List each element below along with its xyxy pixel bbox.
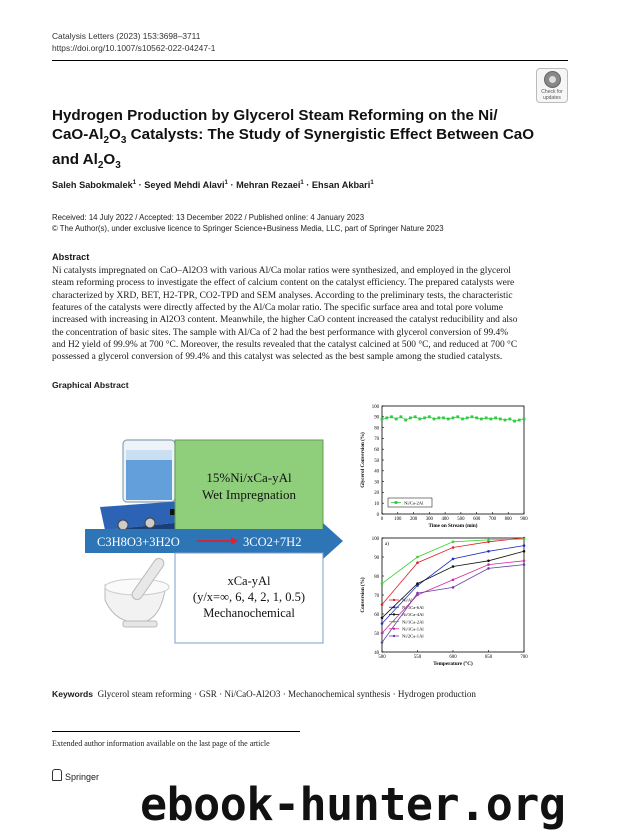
abstract-line: possessed a glycerol conversion of 99.4% and this catalyst was selected as the best sample among the studied catalysts.	[52, 352, 503, 363]
reaction-products: 3CO2+7H2	[243, 535, 302, 549]
series-line	[382, 539, 524, 583]
copyright-line: © The Author(s), under exclusive licence to Springer Science+Business Media, LLC, part of Springer Nature 2023	[52, 224, 444, 233]
x-tick-label: 100	[394, 517, 402, 522]
publisher-mark	[52, 769, 99, 782]
data-point	[504, 419, 507, 422]
abstract-line: steam reforming process to investigate the effect of calcium content on the catalyst efficiency. The prepared catalysts were	[52, 278, 515, 289]
author-affil: 1	[300, 180, 304, 186]
legend-marker	[393, 599, 395, 601]
legend-label: Ni/1Ca-4Al	[402, 612, 424, 618]
data-point	[518, 419, 521, 422]
abstract-line: increased with increasing in Al2O3 content. Meanwhile, the higher CaO content increased the catalyst reducibility and also	[52, 315, 518, 326]
data-point	[390, 415, 393, 418]
mechanochemical-box-line1: xCa-yAl	[227, 574, 271, 588]
x-tick-label: 900	[520, 517, 528, 522]
data-point	[487, 567, 490, 570]
x-tick-label: 600	[449, 655, 457, 660]
y-tick-label: 60	[374, 448, 379, 453]
x-axis-label: Temperature (°C)	[433, 661, 473, 667]
panel-label: a)	[385, 542, 389, 547]
article-metadata	[52, 212, 444, 234]
data-point	[494, 416, 497, 419]
author-affil: 1	[132, 180, 137, 186]
springer-horse-icon	[52, 769, 62, 781]
data-point	[523, 418, 526, 421]
x-tick-label: 800	[504, 517, 512, 522]
legend-label: Ni/2Ca-1Al	[402, 633, 424, 639]
check-for-updates-badge[interactable]	[536, 68, 568, 103]
author-name[interactable]: Seyed Mehdi Alavi	[144, 180, 225, 191]
data-point	[513, 420, 516, 423]
temperature-chart	[352, 530, 534, 672]
title-sub: 2	[103, 135, 110, 147]
impregnation-box-line2: Wet Impregnation	[202, 487, 296, 502]
data-point	[437, 416, 440, 419]
mechanochemical-box-line2: (y/x=∞, 6, 4, 2, 1, 0.5)	[192, 590, 306, 604]
data-point	[416, 561, 419, 564]
data-point	[433, 418, 436, 421]
x-tick-label: 200	[409, 517, 418, 522]
data-point	[442, 416, 445, 419]
data-point	[447, 418, 450, 421]
author-list: Saleh Sabokmalek$^1$ · Seyed Mehdi Alavi$^1$ · Mehran Rezaei$^1$ · Ehsan Akbari$^1$	[52, 180, 374, 191]
y-tick-label: 100	[371, 404, 379, 410]
y-tick-label: 30	[374, 480, 379, 486]
data-point	[381, 622, 384, 625]
legend-label: Ni/1Ca-2Al	[402, 619, 424, 625]
x-tick-label: 500	[457, 517, 465, 522]
data-point	[480, 418, 483, 421]
abstract-body	[52, 265, 569, 364]
data-point	[487, 539, 490, 542]
data-point	[452, 558, 455, 561]
data-point	[452, 546, 455, 549]
data-point	[523, 538, 526, 541]
data-point	[400, 415, 403, 418]
x-tick-label: 500	[378, 655, 386, 660]
data-point	[395, 418, 398, 421]
legend-label: Ni/1Ca-6Al	[402, 604, 424, 610]
data-point	[523, 544, 526, 547]
abstract-heading: Abstract	[52, 252, 90, 262]
data-point	[487, 560, 490, 563]
y-tick-label: 50	[374, 631, 379, 637]
author-name[interactable]: Saleh Sabokmalek	[52, 180, 133, 191]
data-point	[452, 565, 455, 568]
y-tick-label: 70	[374, 437, 379, 443]
x-tick-label: 400	[441, 517, 449, 522]
x-tick-label: 550	[413, 655, 422, 660]
mortar-pestle-icon	[105, 556, 169, 627]
title-part: Hydrogen Production by Glycerol Steam Reforming on the Ni/	[52, 107, 498, 124]
article-title	[52, 106, 552, 175]
abstract-line: Ni catalysts impregnated on CaO–Al2O3 with various Al/Ca molar ratios were synthesized, and employed in the glycerol	[52, 266, 511, 276]
data-point	[423, 416, 426, 419]
journal-citation: Catalysis Letters (2023) 153:3698–3711	[52, 31, 201, 41]
data-point	[466, 416, 469, 419]
publisher-name: Springer	[65, 772, 100, 782]
impregnation-box	[175, 440, 323, 530]
x-axis-label: Time on Stream (min)	[428, 523, 478, 528]
data-point	[452, 416, 455, 419]
abstract-line: features of the catalysts were directly affected by the Al/Ca molar ratio. The specific surface area and total pore volume	[52, 303, 503, 314]
y-axis-label: Conversion (%)	[360, 577, 366, 613]
data-point	[381, 632, 384, 635]
data-point	[381, 418, 384, 421]
y-tick-label: 50	[374, 458, 379, 464]
reaction-reactants: C3H8O3+3H2O	[97, 535, 180, 549]
data-point	[452, 579, 455, 582]
data-point	[452, 586, 455, 589]
stability-chart	[352, 398, 534, 528]
x-tick-label: 0	[380, 517, 384, 522]
data-point	[471, 415, 474, 418]
graphical-abstract-heading: Graphical Abstract	[52, 380, 129, 390]
author-affil: 1	[224, 180, 228, 186]
x-tick-label: 700	[488, 517, 497, 522]
author-name[interactable]: Ehsan Akbari	[311, 180, 371, 191]
title-part: and Al	[52, 151, 98, 169]
data-point	[523, 560, 526, 563]
doi-link[interactable]: https://doi.org/10.1007/s10562-022-04247-1	[52, 43, 216, 53]
title-part: Catalysts: The Study of Synergistic Effect Between CaO	[126, 126, 535, 143]
journal-header	[52, 30, 215, 54]
legend-label: Ni/Al	[402, 597, 413, 603]
data-point	[487, 563, 490, 566]
title-part: CaO-Al	[52, 126, 104, 143]
legend-marker	[393, 635, 395, 637]
data-point	[499, 418, 502, 421]
data-point	[428, 415, 431, 418]
data-point	[404, 419, 407, 422]
y-tick-label: 90	[374, 555, 379, 561]
y-tick-label: 80	[374, 574, 379, 580]
y-tick-label: 80	[374, 426, 379, 432]
data-point	[508, 418, 511, 421]
abstract-line: and H2 yield of 99.9% at 700 °C. Moreover, the results revealed that the catalyst calcined at 500 °C, and reduced at 700 °C	[52, 340, 518, 351]
header-rule	[52, 60, 568, 61]
y-axis-label: Glycerol Conversion (%)	[360, 432, 366, 488]
legend-marker	[393, 613, 395, 615]
data-point	[409, 416, 412, 419]
y-tick-label: 40	[374, 469, 379, 475]
data-point	[452, 541, 455, 544]
y-tick-label: 20	[374, 491, 379, 497]
legend-marker	[393, 628, 395, 630]
mechanochemical-box-line3: Mechanochemical	[203, 606, 295, 620]
title-sub: 3	[115, 160, 121, 172]
keywords-text: Glycerol steam reforming · GSR · Ni/CaO-Al2O3 · Mechanochemical synthesis · Hydrogen production	[97, 689, 476, 699]
data-point	[461, 418, 464, 421]
y-tick-label: 100	[371, 536, 379, 542]
abstract-line: characterized by XRD, BET, H2-TPR, CO2-TPD and SEM analyses. According to the preliminary tests, the characteristic	[52, 290, 513, 301]
legend-label: Ni/1Ca-1Al	[402, 626, 424, 632]
check-updates-icon	[544, 71, 561, 88]
x-tick-label: 700	[520, 655, 528, 660]
data-point	[485, 416, 488, 419]
keywords-label: Keywords	[52, 689, 94, 699]
x-tick-label: 600	[473, 517, 481, 522]
keywords-line	[52, 689, 476, 699]
abstract-line: the concentration of basic sites. The sample with Al/Ca of 2 had the best performance with glycerol conversion of 99.4%	[52, 327, 509, 338]
data-point	[523, 550, 526, 553]
title-sub: 2	[97, 160, 104, 172]
data-point	[381, 641, 384, 644]
x-tick-label: 650	[484, 655, 493, 660]
legend-label: Ni/Ca-2Al	[404, 500, 424, 506]
data-point	[381, 603, 384, 606]
data-point	[385, 416, 388, 419]
y-tick-label: 10	[374, 502, 379, 507]
check-updates-label: Check for updates	[541, 89, 563, 101]
data-point	[475, 416, 478, 419]
data-point	[416, 592, 419, 595]
y-tick-label: 0	[376, 512, 379, 518]
data-point	[456, 415, 459, 418]
data-point	[489, 418, 492, 421]
data-point	[381, 617, 384, 620]
data-point	[523, 563, 526, 566]
y-tick-label: 40	[374, 650, 379, 656]
x-tick-label: 300	[425, 517, 433, 522]
data-point	[381, 582, 384, 585]
watermark: ebook-hunter.org	[140, 778, 566, 831]
title-sub: 3	[120, 135, 127, 147]
data-point	[414, 415, 417, 418]
author-affil: 1	[370, 180, 374, 186]
title-part: O	[109, 126, 121, 143]
data-point	[416, 556, 419, 559]
y-tick-label: 60	[374, 612, 379, 618]
footnote: Extended author information available on the last page of the article	[52, 739, 270, 748]
footnote-rule	[52, 731, 300, 732]
data-point	[487, 550, 490, 553]
legend-marker	[395, 501, 398, 504]
data-point	[418, 418, 421, 421]
title-part: O	[103, 151, 116, 169]
data-point	[416, 582, 419, 585]
publication-dates: Received: 14 July 2022 / Accepted: 13 December 2022 / Published online: 4 January 2023	[52, 213, 365, 222]
y-tick-label: 90	[374, 415, 379, 421]
author-name[interactable]: Mehran Rezaei	[236, 180, 301, 191]
y-tick-label: 70	[374, 593, 379, 599]
impregnation-box-line1: 15%Ni/xCa-yAl	[206, 470, 292, 485]
